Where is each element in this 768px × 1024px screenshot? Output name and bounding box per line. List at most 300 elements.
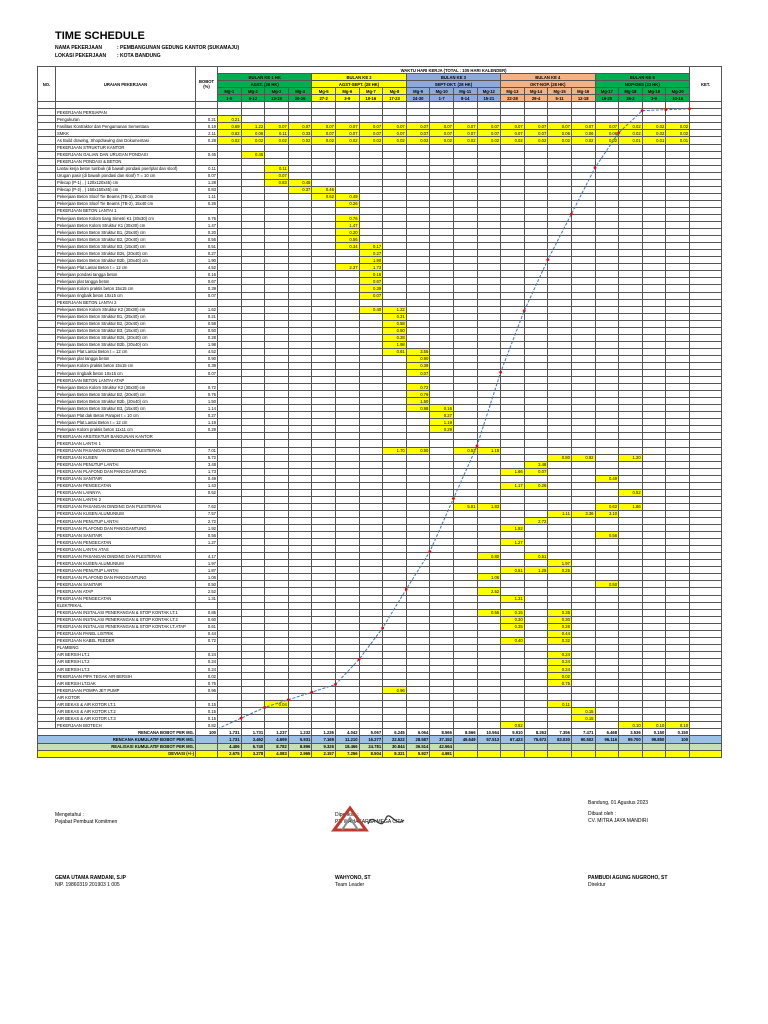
week-cell (241, 292, 265, 299)
week-cell (595, 193, 619, 200)
week-cell (383, 581, 407, 588)
week-cell (571, 236, 595, 243)
week-cell (524, 398, 548, 405)
week-cell (619, 532, 643, 539)
week-cell (453, 377, 477, 384)
week-cell (288, 644, 312, 651)
table-row (38, 341, 722, 348)
week-cell (619, 186, 643, 193)
week-cell (524, 151, 548, 158)
week-cell (312, 433, 336, 440)
week-cell (524, 306, 548, 313)
week-cell (642, 630, 666, 637)
task-name: PEKERJAAN POMPA JET PUMP (56, 687, 196, 694)
week-cell (335, 581, 359, 588)
week-cell (501, 151, 525, 158)
week-cell (453, 715, 477, 722)
week-cell (524, 313, 548, 320)
week-cell (501, 510, 525, 517)
rencana-row-value: 3.536 (619, 729, 643, 736)
week-cell (642, 539, 666, 546)
week-cell (335, 179, 359, 186)
week-cell (218, 539, 242, 546)
task-name: PEKERJAAN PLAFOND DAN PANGGANTUNG (56, 574, 196, 581)
week-cell (406, 222, 430, 229)
week-cell (548, 271, 572, 278)
task-name: Pekerjaan Beton Beton Struktur B2b, (20x40) cm (56, 341, 196, 348)
week-cell (666, 574, 690, 581)
week-cell (312, 461, 336, 468)
week-cell (406, 334, 430, 341)
week-cell (477, 257, 501, 264)
week-cell (383, 609, 407, 616)
week-cell (335, 405, 359, 412)
realisasi-row-value (548, 743, 572, 750)
week-cell (218, 341, 242, 348)
week-cell (619, 609, 643, 616)
week-cell: 0.07 (265, 123, 289, 130)
week-cell: 0.39 (406, 362, 430, 369)
week-cell (241, 694, 265, 701)
week-cell (430, 482, 454, 489)
week-cell (406, 306, 430, 313)
rencana-row-value: 8.566 (453, 729, 477, 736)
week-cell (642, 299, 666, 306)
week-cell (477, 264, 501, 271)
week-cell (430, 433, 454, 440)
week-cell (477, 384, 501, 391)
week-cell (595, 680, 619, 687)
week-cell (265, 222, 289, 229)
week-cell: 1.19 (430, 419, 454, 426)
table-row (38, 539, 722, 546)
week-cell (477, 398, 501, 405)
week-cell (453, 496, 477, 503)
week-cell (477, 665, 501, 672)
week-cell (571, 313, 595, 320)
week-cell (335, 461, 359, 468)
week-cell (619, 433, 643, 440)
week-cell (548, 440, 572, 447)
week-cell (383, 518, 407, 525)
week-cell (453, 222, 477, 229)
table-row (38, 271, 722, 278)
week-cell (359, 207, 383, 214)
week-cell (501, 496, 525, 503)
week-cell (406, 503, 430, 510)
kumulatif-row-value: 11.210 (335, 736, 359, 743)
week-cell (383, 433, 407, 440)
week-cell (666, 532, 690, 539)
task-name: PEKERJAAN GALIAN DAN URUGAN PONDASI (56, 151, 196, 158)
week-cell (666, 694, 690, 701)
week-cell (335, 658, 359, 665)
week-cell (548, 264, 572, 271)
week-cell (383, 715, 407, 722)
week-cell (241, 179, 265, 186)
week-cell (265, 581, 289, 588)
week-cell (571, 109, 595, 116)
week-header: Mg-6 (335, 88, 359, 95)
task-name: Pilecap (P-2) , ( 150x150x45) cm (56, 186, 196, 193)
week-cell (430, 644, 454, 651)
week-cell (595, 320, 619, 327)
week-cell (335, 320, 359, 327)
week-cell: 0.04 (265, 701, 289, 708)
week-cell (335, 313, 359, 320)
week-cell (642, 708, 666, 715)
week-cell: 0.67 (359, 278, 383, 285)
week-cell (265, 433, 289, 440)
week-cell (241, 680, 265, 687)
task-name: Pekerjaan Beton Beton Struktur B2, (20x40) cm (56, 391, 196, 398)
week-cell (666, 539, 690, 546)
week-cell (406, 616, 430, 623)
week-cell (241, 447, 265, 454)
week-cell (359, 510, 383, 517)
week-cell (218, 250, 242, 257)
week-cell (218, 560, 242, 567)
table-row (38, 609, 722, 616)
week-cell (548, 468, 572, 475)
week-cell (359, 179, 383, 186)
week-cell (241, 468, 265, 475)
week-cell (335, 250, 359, 257)
date-header: 15-21 (477, 95, 501, 102)
task-weight: 2.11 (196, 130, 218, 137)
week-cell (288, 468, 312, 475)
week-cell: 0.26 (524, 482, 548, 489)
deviasi-row-value: 3.278 (241, 750, 265, 757)
task-name: Pekerjaan Beton Beton Struktur B3, (15x40) cm (56, 327, 196, 334)
week-cell (453, 348, 477, 355)
week-cell (453, 489, 477, 496)
week-cell (312, 116, 336, 123)
realisasi-row-value (524, 743, 548, 750)
week-cell (477, 292, 501, 299)
week-cell (383, 602, 407, 609)
week-cell (477, 496, 501, 503)
task-name: PEKERJAAN STRUKTUR KANTOR (56, 144, 196, 151)
week-cell (548, 278, 572, 285)
week-cell (501, 229, 525, 236)
week-header: Mg-8 (383, 88, 407, 95)
week-cell (241, 257, 265, 264)
week-cell: 0.80 (477, 553, 501, 560)
week-cell (524, 440, 548, 447)
week-cell (383, 285, 407, 292)
week-cell (288, 708, 312, 715)
week-cell: 0.07 (288, 123, 312, 130)
week-cell (666, 567, 690, 574)
week-cell: 0.07 (312, 130, 336, 137)
task-name: Pekerjaan Plat Lantai Beton t = 12 cm (56, 419, 196, 426)
week-cell (312, 496, 336, 503)
week-cell (666, 468, 690, 475)
week-cell (241, 186, 265, 193)
week-cell (477, 109, 501, 116)
week-cell (666, 320, 690, 327)
week-cell (619, 482, 643, 489)
table-row (38, 222, 722, 229)
week-cell (548, 503, 572, 510)
week-cell (548, 496, 572, 503)
table-row (38, 574, 722, 581)
week-cell (524, 144, 548, 151)
week-cell (571, 574, 595, 581)
week-cell (501, 271, 525, 278)
week-cell (477, 701, 501, 708)
week-cell (524, 595, 548, 602)
week-cell (548, 334, 572, 341)
week-cell (524, 658, 548, 665)
week-cell (241, 560, 265, 567)
task-weight (196, 144, 218, 151)
week-cell (218, 391, 242, 398)
week-cell: 0.10 (619, 722, 643, 729)
week-cell (453, 334, 477, 341)
week-cell (241, 165, 265, 172)
week-cell (548, 109, 572, 116)
task-name: ELEKTRIKAL (56, 602, 196, 609)
week-cell (241, 701, 265, 708)
week-cell: 3.10 (595, 510, 619, 517)
week-cell (218, 327, 242, 334)
week-cell (265, 651, 289, 658)
week-cell (430, 630, 454, 637)
week-cell (288, 391, 312, 398)
task-name: PEKERJAAN KABEL FEEDER (56, 637, 196, 644)
week-cell (288, 313, 312, 320)
table-row (38, 722, 722, 729)
week-cell (619, 426, 643, 433)
date-header: 3-9 (335, 95, 359, 102)
week-cell (666, 623, 690, 630)
week-cell (241, 222, 265, 229)
week-cell (312, 355, 336, 362)
task-name: Pekerjaan Beton Beton Struktur B2, (20x40) cm (56, 320, 196, 327)
week-cell (571, 616, 595, 623)
deviasi-row (38, 750, 722, 757)
week-cell (406, 489, 430, 496)
week-cell (666, 116, 690, 123)
week-cell (619, 214, 643, 221)
week-cell (571, 440, 595, 447)
week-cell (666, 595, 690, 602)
week-cell (501, 116, 525, 123)
week-cell (501, 398, 525, 405)
week-cell (666, 172, 690, 179)
week-cell (642, 489, 666, 496)
week-cell (241, 687, 265, 694)
date-header: 8-14 (453, 95, 477, 102)
week-cell (430, 186, 454, 193)
week-cell (571, 447, 595, 454)
week-cell (619, 539, 643, 546)
week-cell (430, 475, 454, 482)
week-cell (642, 236, 666, 243)
week-cell (571, 250, 595, 257)
week-header: Mg-12 (477, 88, 501, 95)
week-cell (548, 236, 572, 243)
sign-left-name: GEMA UTAMA RAMDANI, S.IP NIP. 19860319 201903 1 005 (55, 875, 126, 888)
week-cell (312, 553, 336, 560)
week-cell (619, 405, 643, 412)
deviasi-row-value: 8.504 (359, 750, 383, 757)
task-weight: 1.90 (196, 257, 218, 264)
week-cell (619, 384, 643, 391)
week-cell (430, 144, 454, 151)
week-cell (241, 461, 265, 468)
week-cell (595, 278, 619, 285)
week-cell (335, 299, 359, 306)
task-name: PEKERJAAN ATAP (56, 588, 196, 595)
task-name: Urugan pasir (di bawah pondasi dan sloof) T = 10 cm (56, 172, 196, 179)
week-cell (265, 468, 289, 475)
week-cell: 1.17 (501, 482, 525, 489)
week-cell (218, 355, 242, 362)
week-cell (218, 412, 242, 419)
week-cell (524, 320, 548, 327)
task-name: Pekerjaan plat tangga beton (56, 278, 196, 285)
week-cell (335, 412, 359, 419)
week-cell (218, 165, 242, 172)
week-cell (477, 313, 501, 320)
week-cell (666, 391, 690, 398)
week-cell (288, 158, 312, 165)
week-cell: 0.52 (619, 489, 643, 496)
week-header: Mg-15 (548, 88, 572, 95)
table-row (38, 680, 722, 687)
week-cell (524, 602, 548, 609)
week-cell (666, 525, 690, 532)
week-cell (548, 644, 572, 651)
week-cell (619, 651, 643, 658)
month-subheader: AGST. (28 HK) (218, 81, 312, 88)
week-cell (312, 510, 336, 517)
week-cell (312, 391, 336, 398)
week-cell (359, 489, 383, 496)
week-cell (430, 313, 454, 320)
week-cell: 0.11 (265, 165, 289, 172)
week-cell (241, 299, 265, 306)
week-cell (218, 518, 242, 525)
week-cell (312, 715, 336, 722)
week-cell (453, 285, 477, 292)
table-row (38, 348, 722, 355)
table-row (38, 525, 722, 532)
task-weight: 1.27 (196, 539, 218, 546)
week-cell (265, 285, 289, 292)
week-cell (406, 165, 430, 172)
week-cell (595, 630, 619, 637)
week-cell (477, 440, 501, 447)
project-location: LOKASI PEKERJAAN : KOTA BANDUNG (55, 53, 161, 59)
week-cell (501, 419, 525, 426)
week-cell (218, 623, 242, 630)
week-cell (595, 398, 619, 405)
week-cell (501, 200, 525, 207)
week-cell: 0.07 (335, 130, 359, 137)
week-cell (571, 546, 595, 553)
week-cell: 0.02 (477, 137, 501, 144)
table-row (38, 144, 722, 151)
week-cell (406, 588, 430, 595)
week-cell (430, 370, 454, 377)
week-cell: 0.02 (548, 673, 572, 680)
week-cell (288, 116, 312, 123)
date-header: 3-9 (642, 95, 666, 102)
week-cell (265, 658, 289, 665)
week-cell (524, 574, 548, 581)
week-cell (430, 292, 454, 299)
week-cell (642, 567, 666, 574)
week-cell (524, 433, 548, 440)
week-cell (501, 701, 525, 708)
week-cell (383, 489, 407, 496)
week-cell (477, 518, 501, 525)
week-cell (453, 546, 477, 553)
week-cell: 0.07 (359, 123, 383, 130)
week-cell (312, 207, 336, 214)
week-cell (642, 715, 666, 722)
task-weight: 1.43 (196, 482, 218, 489)
week-cell (524, 644, 548, 651)
week-cell (453, 525, 477, 532)
week-cell (666, 503, 690, 510)
week-cell (312, 532, 336, 539)
week-cell (642, 264, 666, 271)
table-row (38, 179, 722, 186)
week-cell: 0.69 (218, 123, 242, 130)
week-cell (218, 496, 242, 503)
week-cell (335, 503, 359, 510)
week-cell (312, 658, 336, 665)
week-cell (571, 158, 595, 165)
week-cell (642, 616, 666, 623)
week-cell (288, 264, 312, 271)
week-cell (312, 250, 336, 257)
week-cell (642, 687, 666, 694)
task-weight: 0.19 (196, 123, 218, 130)
task-weight: 4.52 (196, 264, 218, 271)
task-name: PEKERJAAN BETON LANTAI 1 (56, 207, 196, 214)
week-cell (501, 257, 525, 264)
week-cell (406, 680, 430, 687)
week-cell (218, 433, 242, 440)
week-cell (619, 595, 643, 602)
task-name: PEKERJAAN LANTAI ATAS (56, 546, 196, 553)
week-cell (406, 172, 430, 179)
week-cell (548, 602, 572, 609)
week-cell (335, 722, 359, 729)
week-cell: 1.20 (619, 454, 643, 461)
week-cell (666, 496, 690, 503)
date-header: 26-2 (619, 95, 643, 102)
week-cell (430, 250, 454, 257)
week-cell (453, 658, 477, 665)
week-cell (406, 510, 430, 517)
week-cell (406, 236, 430, 243)
table-row (38, 701, 722, 708)
sign-mid-name: WAHYONO, ST Team Leader (335, 875, 371, 888)
task-weight: 1.97 (196, 560, 218, 567)
week-cell (477, 715, 501, 722)
task-name: Pekerjaan Beton Beton Struktur B2b, (20x40) cm (56, 257, 196, 264)
week-cell (642, 680, 666, 687)
week-cell (312, 285, 336, 292)
week-cell (619, 172, 643, 179)
